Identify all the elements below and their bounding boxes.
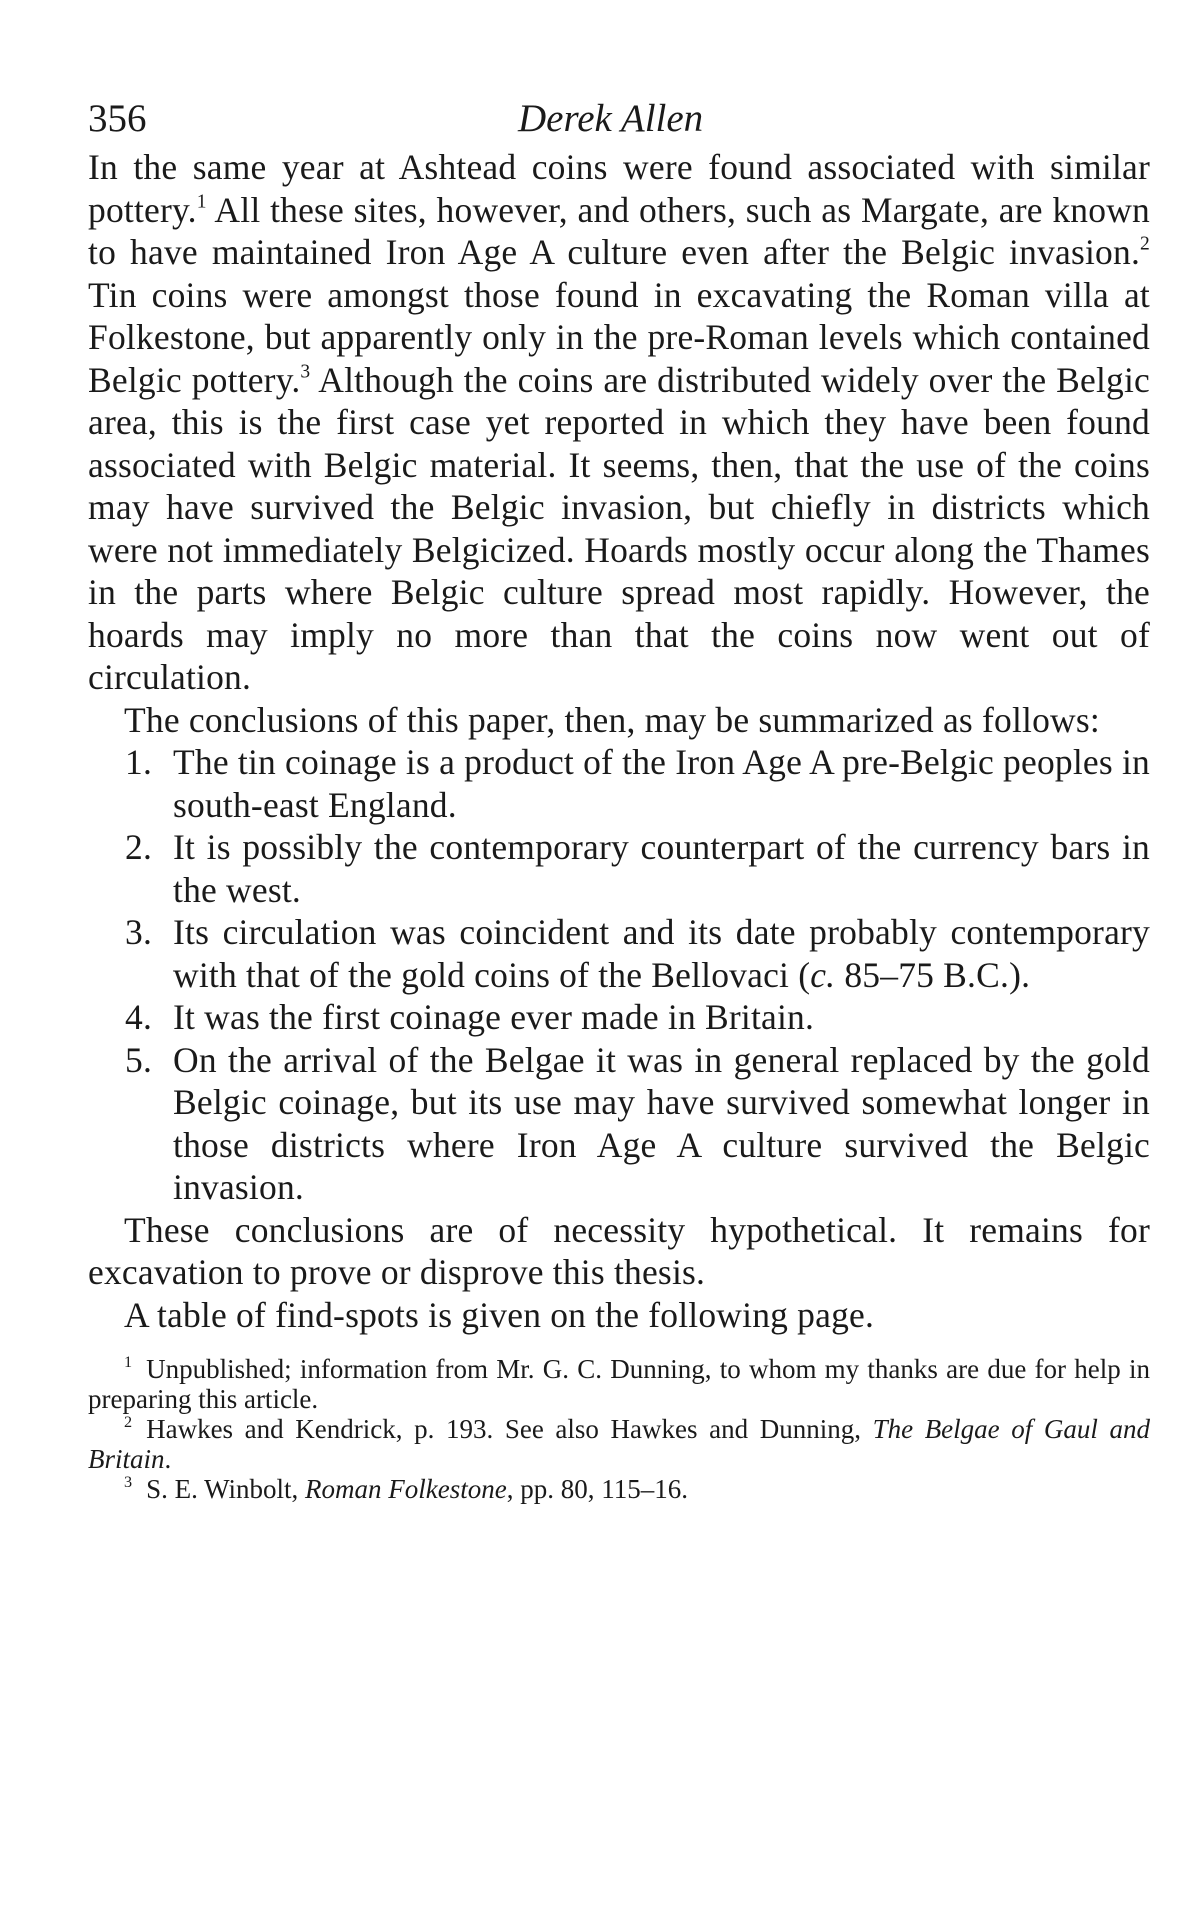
paragraph-1: [88, 146, 1150, 699]
list-item: [125, 996, 1150, 1039]
date-range: 85–75: [835, 954, 944, 995]
paragraph-1-text-a: In the same year at Ashtead coins were found associated with similar pottery.: [88, 147, 1150, 230]
list-item-number: 5.: [125, 1039, 153, 1080]
footnote-mark: 2: [124, 1412, 133, 1431]
paragraph-1-text-b: All these sites, however, and others, such as Margate, are known to have maintained Iron Age A culture even after the Belgic invasion.: [88, 189, 1150, 272]
list-item-number: 4.: [125, 997, 153, 1037]
paragraph-3: These conclusions are of necessity hypothetical. It remains for excavation to prove or disprove this thesis.: [88, 1209, 1150, 1292]
footnote-ref-3: 3: [300, 360, 311, 382]
footnote-italic-title: The Belgae of Gaul and Britain: [88, 1414, 1150, 1474]
footnote-2: [88, 1414, 1150, 1474]
list-item-text: On the arrival of the Belgae it was in general replaced by the gold Belgic coinage, but its use may have survived somewhat longer in those districts where Iron Age A culture survived the Belgic invasion.: [173, 1039, 1150, 1207]
paragraph-4: A table of find-spots is given on the following page.: [124, 1294, 875, 1335]
conclusions-list: [88, 741, 1150, 1209]
list-item-number: 2.: [125, 827, 153, 867]
page-number: 356: [88, 97, 147, 140]
list-item-number: 3.: [125, 912, 153, 952]
footnote-text-end: , pp. 80, 115–16.: [506, 1474, 688, 1504]
era-abbrev: B.C.: [943, 954, 1010, 995]
list-item: [125, 741, 1150, 826]
list-item: [125, 1039, 1150, 1209]
list-item-text: It was the first coinage ever made in Britain.: [173, 997, 815, 1037]
list-item-number: 1.: [125, 742, 153, 782]
paragraph-2: The conclusions of this paper, then, may be summarized as follows:: [124, 699, 1100, 740]
list-item: [125, 826, 1150, 911]
body-text: [88, 146, 1150, 1336]
circa-abbrev: c.: [810, 954, 836, 995]
running-head: [88, 90, 1150, 146]
footnote-text: Hawkes and Kendrick, p. 193. See also Hawkes and Dunning,: [146, 1414, 873, 1444]
footnote-text: Unpublished; information from Mr. G. C. Dunning, to whom my thanks are due for help in preparing this article.: [88, 1354, 1150, 1414]
footnotes: [88, 1354, 1150, 1504]
list-item-text: The tin coinage is a product of the Iron Age A pre-Belgic peoples in south-east England.: [173, 742, 1150, 825]
list-item-text: Its circulation was coincident and its date probably contemporary with that of the gold coins of the Bellovaci (: [173, 912, 1150, 995]
footnote-1: [88, 1354, 1150, 1414]
footnote-italic-title: Roman Folkestone: [305, 1474, 507, 1504]
list-item-text: It is possibly the contemporary counterpart of the currency bars in the west.: [173, 827, 1150, 910]
footnote-text: S. E. Winbolt,: [146, 1474, 306, 1504]
list-item-text-end: ).: [1009, 954, 1031, 995]
footnote-ref-1: 1: [196, 190, 207, 212]
list-item: [125, 911, 1150, 996]
footnote-text-end: .: [164, 1444, 172, 1474]
paragraph-1-text-c: Tin coins were amongst those found in excavating the Roman villa at Folkestone, but apparently only in the pre-Roman levels which contained Belgic pottery.: [88, 274, 1150, 400]
footnote-mark: 1: [124, 1352, 133, 1371]
paragraph-1-text-d: Although the coins are distributed widely over the Belgic area, this is the first case yet reported in which they have been found associated with Belgic material. It seems, then, that the use of the coins may have survived the Belgic invasion, but chiefly in districts which were not immediately Belgicized. Hoards mostly occur along the Thames in the parts where Belgic culture spread most rapidly. However, the hoards may imply no more than that the coins now went out of circulation.: [88, 359, 1150, 697]
footnote-3: [88, 1474, 1150, 1504]
running-title: Derek Allen: [518, 97, 704, 140]
footnote-ref-2: 2: [1140, 233, 1150, 255]
footnote-mark: 3: [124, 1472, 133, 1491]
